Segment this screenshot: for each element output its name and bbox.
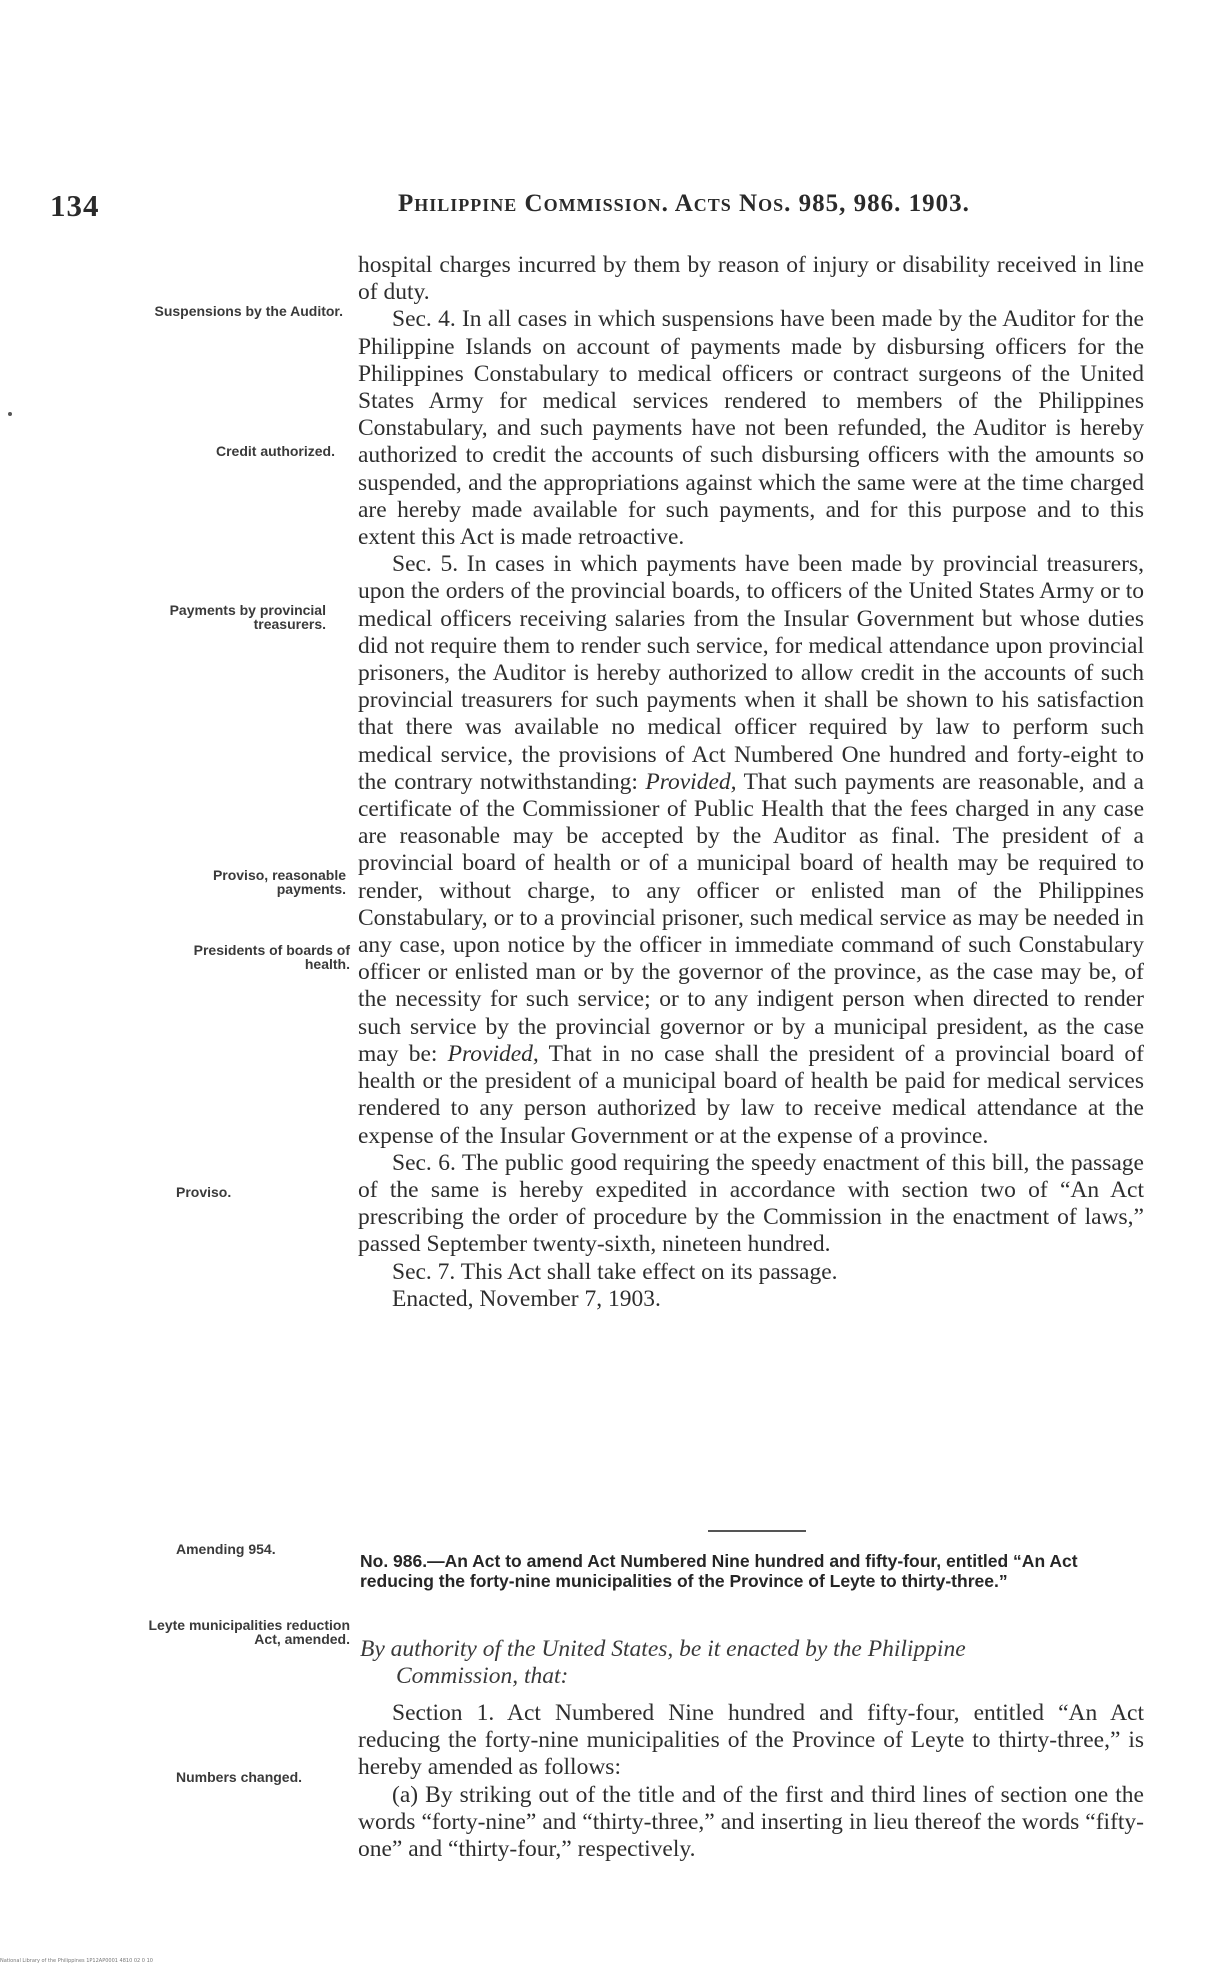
margin-note-numbers: Numbers changed. xyxy=(176,1769,303,1785)
act-986-body xyxy=(358,1700,1144,1863)
margin-note-payments: Payments by provincial treasurers. xyxy=(169,602,326,632)
margin-note-proviso: Proviso. xyxy=(176,1184,232,1200)
section-4: Sec. 4. In all cases in which suspensions have been made by the Auditor for the Philippine Islands on account of payments made by disbursing officers for the Philippines Constabulary to medical officers or contract surgeons of the United States Army for medical services rendered to members of the Philippines Constabulary, and such payments have not been refunded, the Auditor is hereby authorized to credit the accounts of such disbursing officers with the amounts so suspended, and the appropriations against which the same were at the time charged are hereby made available for such payments, and for this purpose and to this extent this Act is made retroactive. xyxy=(358,306,1144,551)
margin-note-presidents: Presidents of boards of health. xyxy=(193,942,350,972)
running-head-text: Philippine Commission. Acts Nos. 985, 986. 1903. xyxy=(398,190,970,217)
page-speck xyxy=(8,412,12,416)
act-986-title: No. 986.—An Act to amend Act Numbered Nine hundred and fifty-four, entitled “An Act reducing the forty-nine municipalities of the Province of Leyte to thirty-three.” xyxy=(360,1551,1078,1591)
provided-1: Provided, xyxy=(645,768,737,795)
margin-note-proviso-reasonable: Proviso, reasonable payments. xyxy=(212,867,346,897)
running-head xyxy=(398,190,970,218)
section-5-part-1: Sec. 5. In cases in which payments have been made by provincial treasurers, upon the orders of the provincial boards, to officers of the United States Army or to medical officers receiving salaries from the Insular Government but whose duties did not require them to render such service, for medical attendance upon provincial prisoners, the Auditor is hereby authorized to allow credit in the accounts of such provincial treasurers for such payments when it shall be shown to his satisfaction that there was available no medical officer required by law to perform such medical service, the provisions of Act Numbered One hundred and forty-eight to the contrary notwithstanding: xyxy=(358,551,1144,795)
section-5 xyxy=(358,551,1144,1149)
enacting-clause xyxy=(360,1636,1146,1690)
enacting-clause-line-2: Commission, that: xyxy=(396,1663,569,1689)
act-986-clause-a: (a) By striking out of the title and of the first and third lines of section one the words “forty-nine” and “thirty-three,” and inserting in lieu thereof the words “fifty-one” and “thirty-four,” respectively. xyxy=(358,1781,1144,1863)
section-6: Sec. 6. The public good requiring the speedy enactment of this bill, the passage of the same is hereby expedited in accordance with section two of “An Act prescribing the order of procedure by the Commission in the enactment of laws,” passed September twenty-sixth, nineteen hundred. xyxy=(358,1149,1144,1258)
margin-note-leyte: Leyte municipalities reduction Act, amended. xyxy=(148,1617,350,1647)
margin-note-amending: Amending 954. xyxy=(176,1541,276,1557)
act-986-section-1: Section 1. Act Numbered Nine hundred and fifty-four, entitled “An Act reducing the forty-nine municipalities of the Province of Leyte to thirty-three,” is hereby amended as follows: xyxy=(358,1700,1144,1781)
provided-2: Provided, xyxy=(447,1040,539,1067)
footer-scan-id: National Library of the Philippines 1P12AP0001 4810 02 0 10 xyxy=(0,1958,153,1964)
act-985-body xyxy=(358,252,1144,1313)
section-divider xyxy=(708,1530,806,1532)
page-number: 134 xyxy=(50,188,100,223)
section-5-part-2: That such payments are reasonable, and a certificate of the Commissioner of Public Health that the fees charged in any case are reasonable may be accepted by the Auditor as final. The president of a provincial board of health or of a municipal board of health may be required to render, without charge, to any officer or enlisted man of the Philippines Constabulary, or to a provincial prisoner, such medical service as may be needed in any case, upon notice by the officer in immediate command of such Constabulary officer or enlisted man or by the governor of the province, as the case may be, of the necessity for such service; or to any indigent person when directed to render such service by the provincial governor or by a municipal president, as the case may be: xyxy=(358,768,1144,1067)
enacting-clause-line-1: By authority of the United States, be it enacted by the Philippine xyxy=(360,1636,966,1662)
margin-note-suspensions: Suspensions by the Auditor. xyxy=(154,303,343,319)
enacted-line: Enacted, November 7, 1903. xyxy=(392,1285,661,1312)
section-7: Sec. 7. This Act shall take effect on its passage. xyxy=(392,1258,838,1285)
section-5-part-3: That in no case shall the president of a provincial board of health or the president of a municipal board of health be paid for medical services rendered to any person authorized by law to receive medical attendance at the expense of the Insular Government or at the expense of a province. xyxy=(358,1040,1145,1149)
margin-note-credit: Credit authorized. xyxy=(215,443,335,459)
continuation-paragraph: hospital charges incurred by them by reason of injury or disability received in line of duty. xyxy=(358,252,1144,306)
